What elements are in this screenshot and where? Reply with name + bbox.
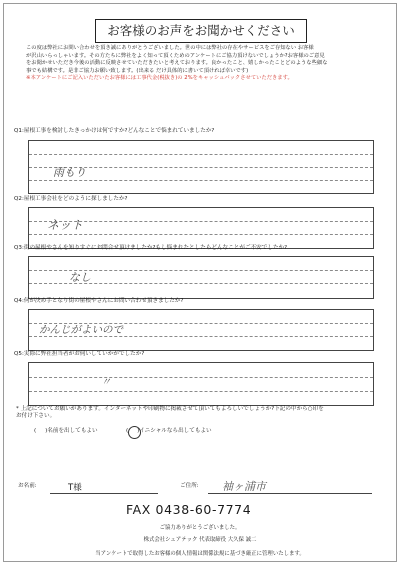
intro-text — [26, 45, 378, 83]
address-value: 袖ヶ浦市 — [222, 480, 266, 493]
survey-title: お客様のお声をお聞かせください — [95, 19, 307, 43]
intro-line: 事でも結構です。是非ご協力お願い致します。(出来る だけ具体的に書いて頂ければ幸いです) — [26, 67, 249, 74]
intro-line: が沢山いらっしゃいます。その方たちに弊社をよく知って頂くためのアンケートにご協力頂けないでしょうか?お客様のご意見 — [26, 52, 325, 59]
publish-option-1-label: 名前を出してもよい — [47, 428, 98, 434]
ruled-line — [29, 377, 373, 378]
publish-request — [16, 406, 388, 421]
question-4: Q4:何が決め手となり街の屋根やさんにお問い合わせ頂きましたか? — [14, 298, 184, 304]
ruled-line — [29, 154, 373, 155]
answer-box-2[interactable] — [28, 207, 374, 249]
ruled-line — [29, 180, 373, 181]
answer-text-5: 〃 — [101, 377, 111, 388]
answer-text-3: なし — [69, 271, 91, 284]
answer-text-2: ネット — [47, 218, 84, 232]
ruled-line — [29, 391, 373, 392]
name-label: お名前: — [18, 483, 37, 489]
publish-option-2[interactable]: ( )イニシャルなら出してもよい — [126, 428, 212, 434]
intro-line: をお聞かせいただき今後の活動に反映させていただきたいと考えております。良かったこと、嬉しかったことどのような些細な — [26, 60, 328, 67]
name-field[interactable] — [50, 480, 158, 494]
question-3: Q3:街の屋根やさんを知りすぐにお問合せ頂けましたか?もし悩まれたとしたらどんなことがご不安でしたか? — [14, 245, 288, 251]
privacy-text: 当アンケートで取得したお客様の個人情報は関係法規に基づき厳正に管理いたします。 — [95, 551, 305, 557]
publish-text: * 上記についてお願いがあります。インターネットや印刷物に掲載させて頂いてもよろしいでしょうか?下記の中から○印を — [16, 406, 324, 412]
company-text: 株式会社シェアテック 代表取締役 大久保 誠二 — [143, 537, 257, 543]
answer-box-4[interactable] — [28, 309, 374, 351]
answer-text-1: 雨もり — [53, 166, 86, 179]
name-value: T様 — [68, 483, 82, 493]
survey-sheet — [3, 3, 397, 562]
selected-circle-mark — [128, 426, 141, 439]
address-field[interactable] — [208, 480, 372, 494]
ruled-line — [29, 234, 373, 235]
thanks-text: ご協力ありがとうございました。 — [159, 525, 241, 531]
fax-number: FAX 0438-60-7774 — [126, 502, 252, 517]
answer-box-5[interactable] — [28, 362, 374, 406]
question-1: Q1:屋根工事を検討したきっかけは何ですか?どんなことで悩まれていましたか? — [14, 128, 215, 134]
answer-box-3[interactable] — [28, 256, 374, 299]
address-label: ご住所: — [180, 483, 199, 489]
question-5: Q5:実際に弊社担当者がお伺いしていかがでしたか? — [14, 351, 145, 357]
publish-option-1[interactable]: ( )名前を出してもよい — [34, 428, 98, 434]
answer-box-1[interactable] — [28, 140, 374, 194]
publish-option-2-label: イニシャルなら出してもよい — [139, 428, 212, 434]
question-2: Q2:屋根工事会社をどのように探しましたか? — [14, 196, 128, 202]
answer-text-4: かんじがよいので — [39, 324, 123, 336]
publish-text: お付け下さい。 — [16, 413, 56, 420]
intro-line: この度は弊社にお問い合わせを頂き誠にありがとうございました。世の中には弊社の存在やサービスをご存知ない お客様 — [26, 45, 314, 51]
cashback-note: ※本アンケートにご記入いただいたお客様には工事代金(税抜き)の 2%をキャッシュバックさせていただきます。 — [26, 75, 293, 82]
